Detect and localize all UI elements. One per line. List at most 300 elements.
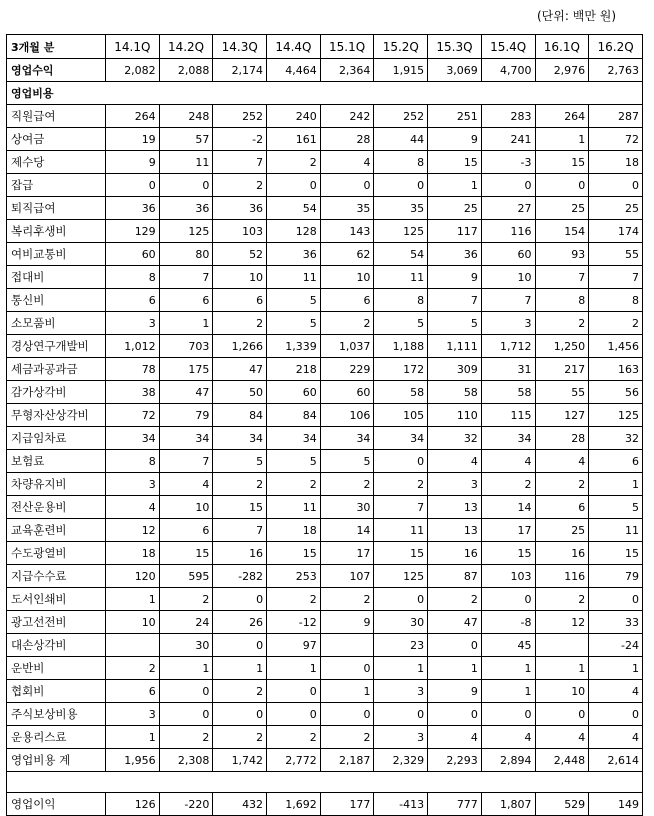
spacer-cell xyxy=(7,772,643,793)
value-cell: 5 xyxy=(267,312,321,335)
table-row xyxy=(7,657,643,680)
value-cell: 30 xyxy=(320,496,374,519)
row-label: 세금과공과금 xyxy=(7,358,106,381)
row-label: 영업비용 계 xyxy=(7,749,106,772)
value-cell: 60 xyxy=(267,381,321,404)
table-row xyxy=(7,565,643,588)
table-row xyxy=(7,358,643,381)
value-cell: 116 xyxy=(535,565,589,588)
value-cell: 0 xyxy=(159,174,213,197)
table-row xyxy=(7,128,643,151)
value-cell: 52 xyxy=(213,243,267,266)
value-cell: 0 xyxy=(320,657,374,680)
value-cell: 60 xyxy=(106,243,160,266)
value-cell: 18 xyxy=(589,151,643,174)
quarter-header: 15.1Q xyxy=(320,35,374,59)
table-row xyxy=(7,496,643,519)
value-cell: 0 xyxy=(267,703,321,726)
value-cell: 3 xyxy=(106,703,160,726)
value-cell: 3 xyxy=(481,312,535,335)
value-cell: 33 xyxy=(589,611,643,634)
value-cell: 8 xyxy=(106,266,160,289)
value-cell: 23 xyxy=(374,634,428,657)
value-cell: 126 xyxy=(106,793,160,816)
value-cell: 2,082 xyxy=(106,59,160,82)
value-cell: 55 xyxy=(535,381,589,404)
value-cell: 218 xyxy=(267,358,321,381)
value-cell: 7 xyxy=(159,266,213,289)
value-cell: 8 xyxy=(374,151,428,174)
value-cell: 9 xyxy=(106,151,160,174)
value-cell: 0 xyxy=(374,703,428,726)
value-cell: 1,915 xyxy=(374,59,428,82)
value-cell: 777 xyxy=(428,793,482,816)
value-cell: 10 xyxy=(213,266,267,289)
value-cell: 10 xyxy=(106,611,160,634)
value-cell: 1 xyxy=(481,657,535,680)
value-cell: 0 xyxy=(374,174,428,197)
value-cell: 174 xyxy=(589,220,643,243)
value-cell: 129 xyxy=(106,220,160,243)
value-cell: 1 xyxy=(589,657,643,680)
value-cell: 78 xyxy=(106,358,160,381)
value-cell: 16 xyxy=(428,542,482,565)
value-cell: 4,464 xyxy=(267,59,321,82)
table-row xyxy=(7,335,643,358)
value-cell: 217 xyxy=(535,358,589,381)
value-cell: 72 xyxy=(589,128,643,151)
value-cell: 18 xyxy=(267,519,321,542)
value-cell: -12 xyxy=(267,611,321,634)
value-cell: 2,448 xyxy=(535,749,589,772)
value-cell: 10 xyxy=(535,680,589,703)
table-row xyxy=(7,404,643,427)
value-cell: 2 xyxy=(267,473,321,496)
value-cell: 1,339 xyxy=(267,335,321,358)
value-cell: 8 xyxy=(106,450,160,473)
value-cell: 1,807 xyxy=(481,793,535,816)
quarter-header: 15.4Q xyxy=(481,35,535,59)
quarter-header: 15.2Q xyxy=(374,35,428,59)
value-cell: 125 xyxy=(589,404,643,427)
value-cell: 79 xyxy=(589,565,643,588)
value-cell: 0 xyxy=(267,174,321,197)
value-cell: 2,772 xyxy=(267,749,321,772)
value-cell xyxy=(535,634,589,657)
value-cell: 107 xyxy=(320,565,374,588)
value-cell: 55 xyxy=(589,243,643,266)
table-row xyxy=(7,105,643,128)
value-cell: 2,187 xyxy=(320,749,374,772)
value-cell: 1,712 xyxy=(481,335,535,358)
value-cell: 2,329 xyxy=(374,749,428,772)
value-cell: 16 xyxy=(213,542,267,565)
row-label: 감가상각비 xyxy=(7,381,106,404)
value-cell: 54 xyxy=(267,197,321,220)
value-cell: 36 xyxy=(106,197,160,220)
value-cell: 432 xyxy=(213,793,267,816)
value-cell: 117 xyxy=(428,220,482,243)
value-cell: 34 xyxy=(159,427,213,450)
value-cell: 1 xyxy=(428,174,482,197)
value-cell: 125 xyxy=(159,220,213,243)
quarter-header: 14.3Q xyxy=(213,35,267,59)
quarter-header: 14.2Q xyxy=(159,35,213,59)
value-cell: 0 xyxy=(159,703,213,726)
value-cell: 8 xyxy=(535,289,589,312)
value-cell: 0 xyxy=(159,680,213,703)
value-cell: 240 xyxy=(267,105,321,128)
value-cell: 62 xyxy=(320,243,374,266)
value-cell: 84 xyxy=(267,404,321,427)
table-row xyxy=(7,588,643,611)
section-row xyxy=(7,82,643,105)
value-cell xyxy=(320,634,374,657)
value-cell: 50 xyxy=(213,381,267,404)
value-cell: 12 xyxy=(535,611,589,634)
value-cell: 2,293 xyxy=(428,749,482,772)
value-cell: -8 xyxy=(481,611,535,634)
value-cell: 34 xyxy=(267,427,321,450)
table-row xyxy=(7,174,643,197)
value-cell: 703 xyxy=(159,335,213,358)
value-cell: 15 xyxy=(428,151,482,174)
value-cell: 36 xyxy=(428,243,482,266)
value-cell: 60 xyxy=(320,381,374,404)
revenue-row xyxy=(7,59,643,82)
value-cell: 84 xyxy=(213,404,267,427)
value-cell: 2 xyxy=(535,473,589,496)
value-cell: 9 xyxy=(428,128,482,151)
value-cell: 0 xyxy=(213,588,267,611)
value-cell: 2 xyxy=(320,473,374,496)
value-cell: -413 xyxy=(374,793,428,816)
value-cell: 1,037 xyxy=(320,335,374,358)
value-cell: 1 xyxy=(535,128,589,151)
header-row xyxy=(7,35,643,59)
value-cell: 253 xyxy=(267,565,321,588)
value-cell: 16 xyxy=(535,542,589,565)
row-label: 수도광열비 xyxy=(7,542,106,565)
value-cell: 1 xyxy=(106,588,160,611)
value-cell: 18 xyxy=(106,542,160,565)
value-cell: 25 xyxy=(535,197,589,220)
table-row xyxy=(7,243,643,266)
row-label: 지급임차료 xyxy=(7,427,106,450)
value-cell: 6 xyxy=(589,450,643,473)
row-label: 협회비 xyxy=(7,680,106,703)
table-row xyxy=(7,519,643,542)
value-cell: 47 xyxy=(428,611,482,634)
value-cell: 11 xyxy=(374,519,428,542)
value-cell: 54 xyxy=(374,243,428,266)
value-cell: 4 xyxy=(481,726,535,749)
value-cell: 2 xyxy=(481,473,535,496)
value-cell: 2 xyxy=(374,473,428,496)
value-cell: 80 xyxy=(159,243,213,266)
value-cell: 6 xyxy=(159,519,213,542)
table-body xyxy=(7,35,643,816)
value-cell: 14 xyxy=(320,519,374,542)
table-row xyxy=(7,289,643,312)
value-cell: 2 xyxy=(535,312,589,335)
value-cell: -220 xyxy=(159,793,213,816)
value-cell: 2 xyxy=(213,312,267,335)
value-cell: -2 xyxy=(213,128,267,151)
value-cell: 6 xyxy=(213,289,267,312)
value-cell: 1,456 xyxy=(589,335,643,358)
value-cell: 2 xyxy=(106,657,160,680)
quarter-header: 15.3Q xyxy=(428,35,482,59)
value-cell: 47 xyxy=(159,381,213,404)
value-cell: 0 xyxy=(481,703,535,726)
value-cell: 10 xyxy=(159,496,213,519)
value-cell: 2 xyxy=(159,726,213,749)
value-cell: 34 xyxy=(106,427,160,450)
value-cell: 97 xyxy=(267,634,321,657)
value-cell: 283 xyxy=(481,105,535,128)
value-cell: 3 xyxy=(428,473,482,496)
value-cell: 26 xyxy=(213,611,267,634)
table-row xyxy=(7,611,643,634)
value-cell: 5 xyxy=(374,312,428,335)
row-label: 직원급여 xyxy=(7,105,106,128)
value-cell: 25 xyxy=(589,197,643,220)
value-cell: 1 xyxy=(320,680,374,703)
value-cell: 529 xyxy=(535,793,589,816)
value-cell: 15 xyxy=(589,542,643,565)
table-row xyxy=(7,427,643,450)
value-cell: 115 xyxy=(481,404,535,427)
value-cell: 2,364 xyxy=(320,59,374,82)
table-row xyxy=(7,680,643,703)
row-label: 광고선전비 xyxy=(7,611,106,634)
row-label: 통신비 xyxy=(7,289,106,312)
value-cell: 15 xyxy=(159,542,213,565)
value-cell: 17 xyxy=(320,542,374,565)
row-label: 잡급 xyxy=(7,174,106,197)
value-cell: 252 xyxy=(374,105,428,128)
value-cell: 2 xyxy=(213,680,267,703)
value-cell: 4 xyxy=(589,726,643,749)
value-cell: 34 xyxy=(320,427,374,450)
value-cell: 38 xyxy=(106,381,160,404)
value-cell: 1,692 xyxy=(267,793,321,816)
value-cell: 172 xyxy=(374,358,428,381)
value-cell: 287 xyxy=(589,105,643,128)
value-cell: 9 xyxy=(428,680,482,703)
value-cell: 5 xyxy=(267,450,321,473)
row-label: 운반비 xyxy=(7,657,106,680)
value-cell: 7 xyxy=(213,151,267,174)
value-cell: 161 xyxy=(267,128,321,151)
value-cell: 163 xyxy=(589,358,643,381)
value-cell: 1 xyxy=(428,657,482,680)
value-cell: 0 xyxy=(589,588,643,611)
value-cell: 120 xyxy=(106,565,160,588)
value-cell: 9 xyxy=(428,266,482,289)
value-cell: 0 xyxy=(428,703,482,726)
spacer-row xyxy=(7,772,643,793)
value-cell: 28 xyxy=(320,128,374,151)
value-cell: 2 xyxy=(213,174,267,197)
value-cell: 15 xyxy=(535,151,589,174)
value-cell: 125 xyxy=(374,220,428,243)
value-cell: 0 xyxy=(589,174,643,197)
value-cell: 595 xyxy=(159,565,213,588)
header-label: 3개월 분 xyxy=(7,35,106,59)
value-cell: 4 xyxy=(106,496,160,519)
value-cell: 3,069 xyxy=(428,59,482,82)
value-cell: 93 xyxy=(535,243,589,266)
value-cell: 2 xyxy=(267,726,321,749)
table-row xyxy=(7,151,643,174)
value-cell: 264 xyxy=(535,105,589,128)
value-cell: 2 xyxy=(535,588,589,611)
table-row xyxy=(7,473,643,496)
value-cell: 58 xyxy=(481,381,535,404)
value-cell: 110 xyxy=(428,404,482,427)
value-cell: 6 xyxy=(535,496,589,519)
value-cell: 30 xyxy=(159,634,213,657)
table-row xyxy=(7,634,643,657)
value-cell: 1 xyxy=(159,312,213,335)
value-cell: 17 xyxy=(481,519,535,542)
quarter-header: 14.1Q xyxy=(106,35,160,59)
row-label: 퇴직급여 xyxy=(7,197,106,220)
value-cell: 1 xyxy=(589,473,643,496)
value-cell: 0 xyxy=(374,588,428,611)
value-cell: 0 xyxy=(320,174,374,197)
value-cell xyxy=(106,634,160,657)
value-cell: 34 xyxy=(374,427,428,450)
value-cell: 106 xyxy=(320,404,374,427)
value-cell: 5 xyxy=(320,450,374,473)
value-cell: 11 xyxy=(267,496,321,519)
row-label: 접대비 xyxy=(7,266,106,289)
quarter-header: 16.2Q xyxy=(589,35,643,59)
section-label: 영업비용 xyxy=(7,82,643,105)
value-cell: 0 xyxy=(267,680,321,703)
value-cell: 3 xyxy=(106,312,160,335)
value-cell: 1 xyxy=(159,657,213,680)
value-cell: 72 xyxy=(106,404,160,427)
value-cell: 149 xyxy=(589,793,643,816)
value-cell: 125 xyxy=(374,565,428,588)
table-row xyxy=(7,220,643,243)
value-cell: 4 xyxy=(535,726,589,749)
quarter-header: 14.4Q xyxy=(267,35,321,59)
value-cell: 4 xyxy=(481,450,535,473)
row-label: 소모품비 xyxy=(7,312,106,335)
value-cell: 45 xyxy=(481,634,535,657)
value-cell: 7 xyxy=(589,266,643,289)
value-cell: 4 xyxy=(535,450,589,473)
value-cell: 2,894 xyxy=(481,749,535,772)
value-cell: 2,976 xyxy=(535,59,589,82)
value-cell: 2 xyxy=(320,588,374,611)
value-cell: 11 xyxy=(267,266,321,289)
row-label: 주식보상비용 xyxy=(7,703,106,726)
value-cell: 35 xyxy=(320,197,374,220)
value-cell: 32 xyxy=(428,427,482,450)
value-cell: 2,763 xyxy=(589,59,643,82)
value-cell: 36 xyxy=(213,197,267,220)
table-row xyxy=(7,450,643,473)
value-cell: 0 xyxy=(535,174,589,197)
value-cell: 1,266 xyxy=(213,335,267,358)
row-label: 지급수수료 xyxy=(7,565,106,588)
value-cell: 60 xyxy=(481,243,535,266)
value-cell: 3 xyxy=(374,680,428,703)
value-cell: 251 xyxy=(428,105,482,128)
value-cell: 58 xyxy=(428,381,482,404)
row-label: 무형자산상각비 xyxy=(7,404,106,427)
value-cell: -3 xyxy=(481,151,535,174)
value-cell: 9 xyxy=(320,611,374,634)
value-cell: 177 xyxy=(320,793,374,816)
value-cell: 0 xyxy=(213,703,267,726)
table-row xyxy=(7,381,643,404)
value-cell: 242 xyxy=(320,105,374,128)
value-cell: 1,012 xyxy=(106,335,160,358)
value-cell: 5 xyxy=(589,496,643,519)
value-cell: 2 xyxy=(213,473,267,496)
value-cell: 7 xyxy=(428,289,482,312)
value-cell: 309 xyxy=(428,358,482,381)
table-row xyxy=(7,749,643,772)
value-cell: 3 xyxy=(374,726,428,749)
value-cell: 36 xyxy=(159,197,213,220)
value-cell: 79 xyxy=(159,404,213,427)
value-cell: 3 xyxy=(106,473,160,496)
value-cell: 15 xyxy=(481,542,535,565)
value-cell: 15 xyxy=(374,542,428,565)
value-cell: 2,308 xyxy=(159,749,213,772)
value-cell: 241 xyxy=(481,128,535,151)
value-cell: 7 xyxy=(481,289,535,312)
value-cell: 7 xyxy=(374,496,428,519)
table-row xyxy=(7,197,643,220)
table-row xyxy=(7,266,643,289)
value-cell: 1,956 xyxy=(106,749,160,772)
value-cell: 14 xyxy=(481,496,535,519)
value-cell: 5 xyxy=(428,312,482,335)
value-cell: 11 xyxy=(589,519,643,542)
row-label: 제수당 xyxy=(7,151,106,174)
value-cell: 56 xyxy=(589,381,643,404)
value-cell: 7 xyxy=(535,266,589,289)
value-cell: 7 xyxy=(159,450,213,473)
value-cell: 4 xyxy=(320,151,374,174)
value-cell: 0 xyxy=(589,703,643,726)
value-cell: 4,700 xyxy=(481,59,535,82)
value-cell: 0 xyxy=(213,634,267,657)
value-cell: 264 xyxy=(106,105,160,128)
row-label: 도서인쇄비 xyxy=(7,588,106,611)
value-cell: 2 xyxy=(267,588,321,611)
value-cell: 13 xyxy=(428,496,482,519)
value-cell: 103 xyxy=(213,220,267,243)
value-cell: 128 xyxy=(267,220,321,243)
value-cell: 2 xyxy=(589,312,643,335)
value-cell: 1 xyxy=(106,726,160,749)
table-row xyxy=(7,726,643,749)
value-cell: 116 xyxy=(481,220,535,243)
value-cell: 11 xyxy=(374,266,428,289)
value-cell: 127 xyxy=(535,404,589,427)
value-cell: 0 xyxy=(535,703,589,726)
